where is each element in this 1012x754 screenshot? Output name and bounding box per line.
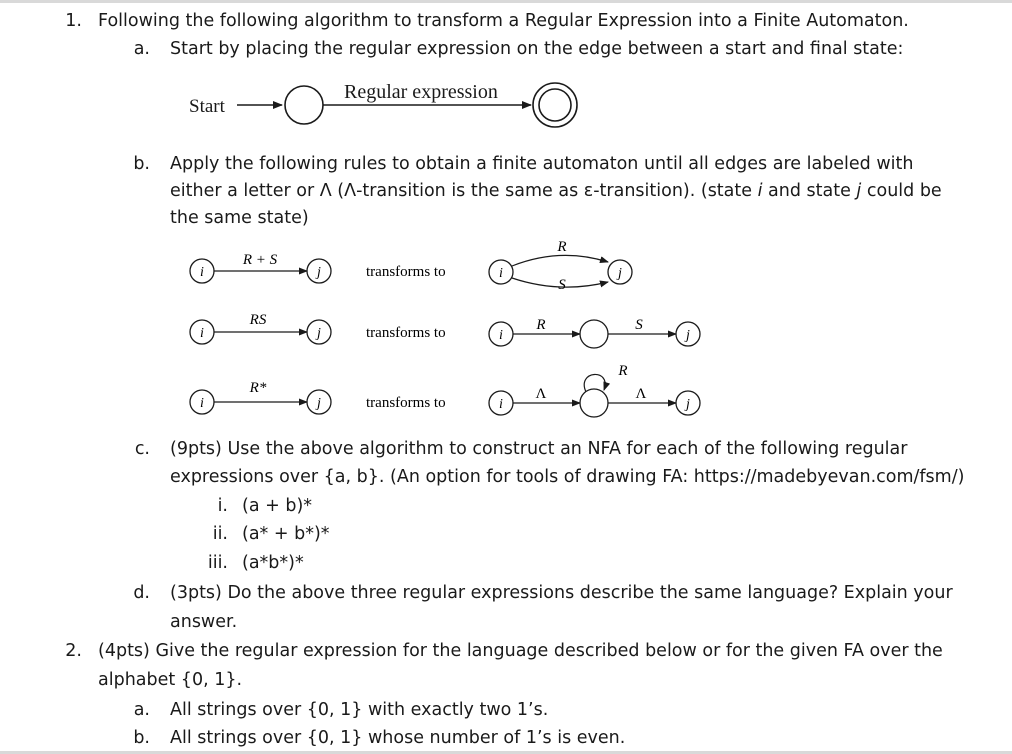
q1c-line2: expressions over {a, b}. (An option for tools of drawing FA: https://madebyevan.com/fsm/) bbox=[170, 467, 965, 487]
start-final-figure bbox=[185, 72, 585, 134]
rule-union bbox=[190, 239, 632, 293]
q1c-label: c. bbox=[134, 439, 150, 459]
q2b-label: b. bbox=[133, 728, 150, 748]
q1c-item3-text: (a*b*)* bbox=[242, 553, 304, 573]
rule3-label: R* bbox=[249, 380, 267, 396]
q1-number: 1. bbox=[65, 11, 82, 31]
rule2-result-j-label: j bbox=[686, 328, 690, 343]
q1d-label: d. bbox=[133, 583, 150, 603]
rule1-state-i-label: i bbox=[200, 265, 204, 280]
rule2-label: RS bbox=[249, 312, 267, 328]
q1c-item3-num: iii. bbox=[207, 553, 228, 573]
rule2-transforms: transforms to bbox=[366, 325, 446, 341]
rule2-result-i-label: i bbox=[499, 328, 503, 343]
rule3-in-label: Λ bbox=[535, 386, 547, 402]
rule3-transforms: transforms to bbox=[366, 395, 446, 411]
rule3-middle-state bbox=[580, 389, 608, 417]
rule2-second-label: S bbox=[635, 317, 643, 333]
q1c-line1: (9pts) Use the above algorithm to construct an NFA for each of the following regular bbox=[170, 439, 908, 459]
q1a-label: a. bbox=[133, 39, 150, 59]
q2-line1: (4pts) Give the regular expression for the language described below or for the given FA over the bbox=[98, 641, 943, 661]
rule1-transforms: transforms to bbox=[366, 264, 446, 280]
rule-concat bbox=[190, 312, 700, 348]
start-label: Start bbox=[189, 96, 225, 117]
q1b-label: b. bbox=[133, 154, 150, 174]
q1b-line1: Apply the following rules to obtain a finite automaton until all edges are labeled with bbox=[170, 154, 914, 174]
q2-line2: alphabet {0, 1}. bbox=[98, 670, 243, 690]
rule1-state-j-label: j bbox=[317, 265, 321, 280]
q1c-item2-text: (a* + b*)* bbox=[242, 524, 330, 544]
rule3-result-j-label: j bbox=[686, 397, 690, 412]
q2-number: 2. bbox=[65, 641, 82, 661]
start-state bbox=[285, 86, 323, 124]
q1d-line2: answer. bbox=[170, 612, 238, 632]
rule3-state-i-label: i bbox=[200, 396, 204, 411]
q2b-text: All strings over {0, 1} whose number of 1’s is even. bbox=[170, 728, 626, 748]
top-border bbox=[0, 0, 1012, 3]
q2a-label: a. bbox=[133, 700, 150, 720]
q1c-item1-text: (a + b)* bbox=[242, 496, 313, 516]
rule2-middle-state bbox=[580, 320, 608, 348]
q1-text: Following the following algorithm to transform a Regular Expression into a Finite Automaton. bbox=[98, 11, 909, 31]
q1b-line3: the same state) bbox=[170, 208, 309, 228]
rule2-state-i-label: i bbox=[200, 326, 204, 341]
rule1-result-j-label: j bbox=[618, 266, 622, 281]
rule1-label: R + S bbox=[242, 252, 278, 268]
q1a-text: Start by placing the regular expression on the edge between a start and final state: bbox=[170, 39, 904, 59]
regex-edge-label: Regular expression bbox=[344, 81, 498, 103]
rule-star bbox=[190, 363, 700, 417]
rule2-state-j-label: j bbox=[317, 326, 321, 341]
rule3-loop-label: R bbox=[618, 363, 628, 379]
q1c-item1-num: i. bbox=[217, 496, 228, 516]
rule1-bottom-label: S bbox=[558, 277, 566, 293]
rule1-result-i-label: i bbox=[499, 266, 503, 281]
rule3-result-i-label: i bbox=[499, 397, 503, 412]
rules-figure bbox=[180, 232, 720, 432]
rule2-first-label: R bbox=[536, 317, 546, 333]
rule3-state-j-label: j bbox=[317, 396, 321, 411]
rule3-out-label: Λ bbox=[635, 386, 647, 402]
q1d-line1: (3pts) Do the above three regular expressions describe the same language? Explain your bbox=[170, 583, 953, 603]
rule1-top-edge bbox=[512, 255, 608, 266]
q1b-line2: either a letter or Λ (Λ-transition is the same as ε-transition). (state i and state j could be bbox=[170, 181, 942, 201]
q1c-item2-num: ii. bbox=[212, 524, 228, 544]
q2a-text: All strings over {0, 1} with exactly two 1’s. bbox=[170, 700, 549, 720]
rule1-top-label: R bbox=[557, 239, 567, 255]
